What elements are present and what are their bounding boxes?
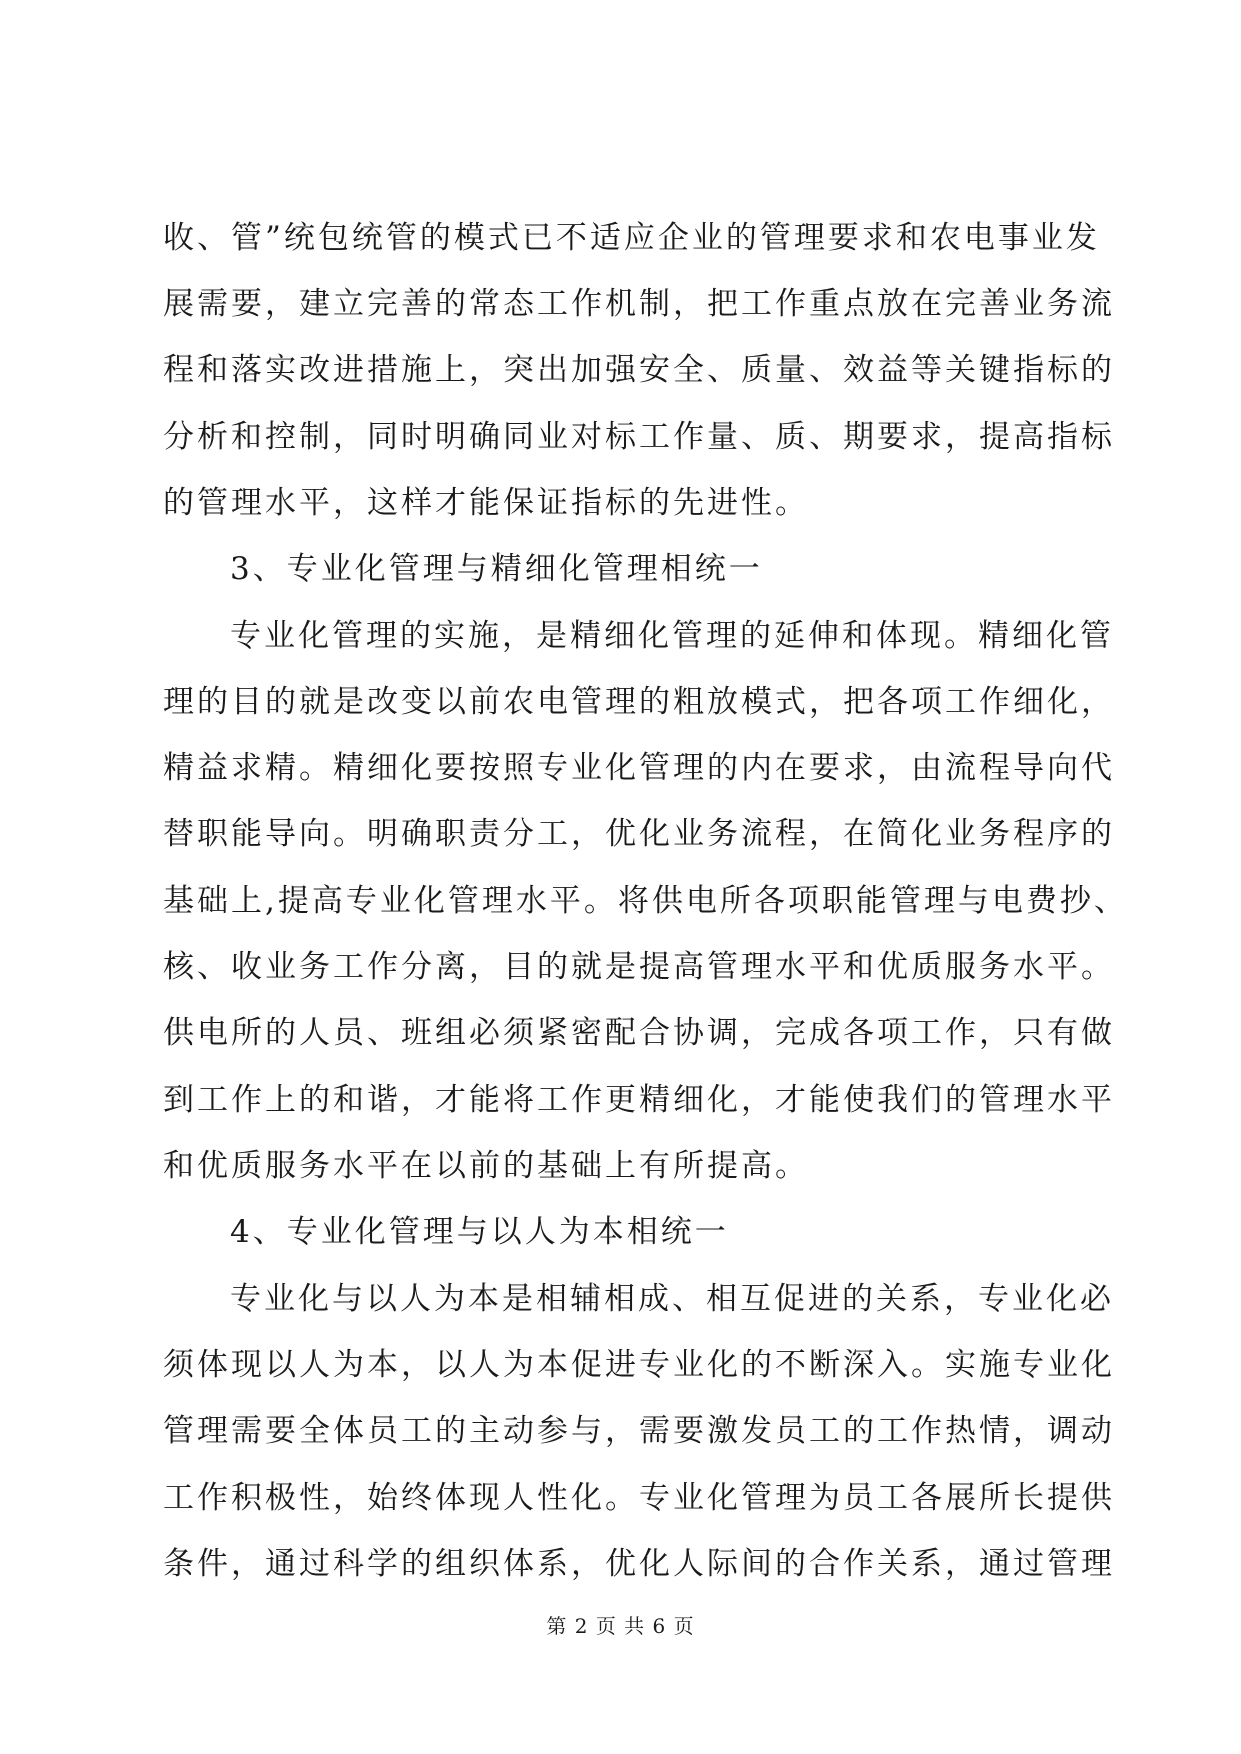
text-line: 管理需要全体员工的主动参与，需要激发员工的工作热情，调动 — [163, 1413, 1115, 1449]
text-line: 精益求精。精细化要按照专业化管理的内在要求，由流程导向代 — [163, 750, 1115, 786]
text-line: 到工作上的和谐，才能将工作更精细化，才能使我们的管理水平 — [163, 1082, 1115, 1118]
text-line: 核、收业务工作分离，目的就是提高管理水平和优质服务水平。 — [163, 949, 1115, 985]
page-number-footer: 第 2 页 共 6 页 — [546, 1614, 695, 1638]
section-heading: 3、专业化管理与精细化管理相统一 — [230, 551, 763, 587]
section-heading: 4、专业化管理与以人为本相统一 — [230, 1214, 729, 1250]
text-line: 的管理水平，这样才能保证指标的先进性。 — [163, 485, 809, 521]
text-line: 专业化管理的实施，是精细化管理的延伸和体现。精细化管 — [230, 618, 1114, 654]
text-line: 工作积极性，始终体现人性化。专业化管理为员工各展所长提供 — [163, 1480, 1115, 1516]
text-line: 分析和控制，同时明确同业对标工作量、质、期要求，提高指标 — [163, 419, 1115, 455]
text-line: 理的目的就是改变以前农电管理的粗放模式，把各项工作细化， — [163, 684, 1115, 720]
text-line: 专业化与以人为本是相辅相成、相互促进的关系，专业化必 — [230, 1281, 1114, 1317]
text-line: 条件，通过科学的组织体系，优化人际间的合作关系，通过管理 — [163, 1546, 1115, 1582]
text-line: 供电所的人员、班组必须紧密配合协调，完成各项工作，只有做 — [163, 1015, 1115, 1051]
text-line: 替职能导向。明确职责分工，优化业务流程，在简化业务程序的 — [163, 816, 1115, 852]
text-line: 程和落实改进措施上，突出加强安全、质量、效益等关键指标的 — [163, 352, 1115, 388]
text-line: 和优质服务水平在以前的基础上有所提高。 — [163, 1148, 809, 1184]
text-line: 收、管”统包统管的模式已不适应企业的管理要求和农电事业发 — [163, 220, 1100, 256]
text-line: 展需要，建立完善的常态工作机制，把工作重点放在完善业务流 — [163, 286, 1115, 322]
text-line: 须体现以人为本，以人为本促进专业化的不断深入。实施专业化 — [163, 1347, 1115, 1383]
text-line: 基础上,提高专业化管理水平。将供电所各项职能管理与电费抄、 — [163, 883, 1128, 919]
